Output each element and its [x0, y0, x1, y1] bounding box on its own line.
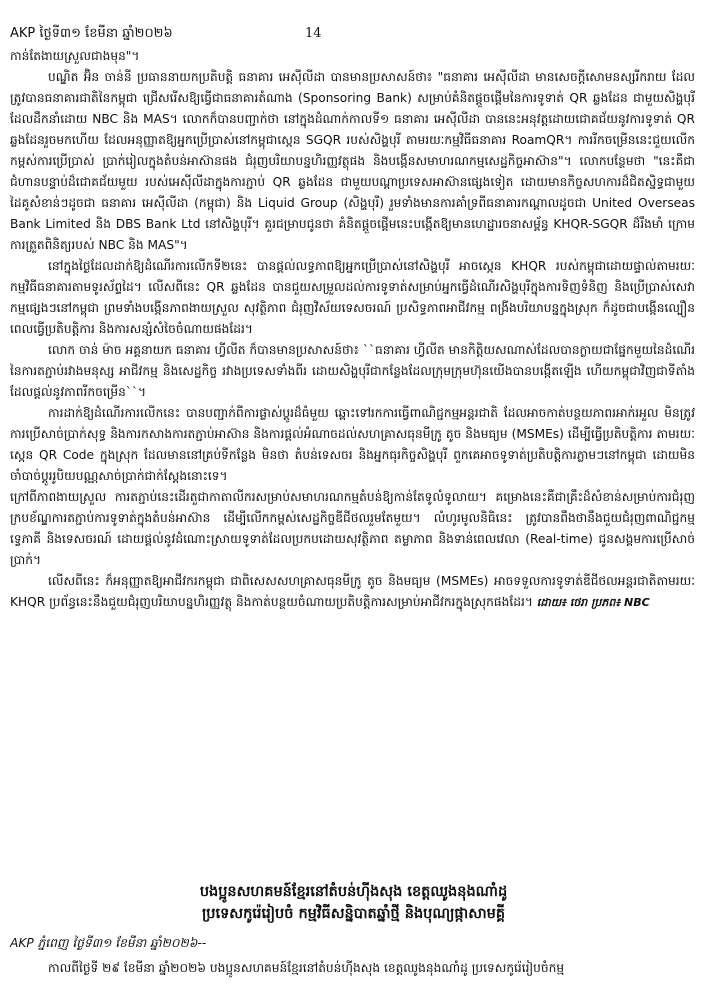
next-article-lead: កាលពីថ្ងៃទី ២៩ ខែមីនា ឆ្នាំ២០២៦ បងប្អូនសហគមន៍ខ្មែរនៅតំបន់ហ៊ីងសុង ខេត្តឈូងនុងណាំដូ ប្រទេសកូរ៉េរៀបចំកម្ម [48, 961, 565, 975]
page-number: 14 [305, 26, 322, 41]
article-paragraph: លោក ចាន់ ម៉ាច អគ្គនាយក ធនាគារ ហ្វីលីត ក៏បានមានប្រសាសន៍ថា៖ ``ធនាគារ ហ្វីលីត មានកិត្តិយសណាស់ដែលបានក្លាយជាផ្នែកមួយនៃដំណើរនៃការតភ្ជាប់រវាងមនុស្ស អាជីវកម្ម និងសេដ្ឋកិច្ច រវាងប្រទេសទាំងពីរ ដោយសិង្ហបុរីជាកន្លែងដែលក្រុមក្រុមហ៊ុនយើងបានបង្កើតឡើង ហើយកម្ពុជាវិញជាទីតាំងដែលផ្តល់នូវភាពរីកចម្រើន``។ [10, 343, 695, 399]
article-paragraph: កាន់តែងាយស្រួលជាងមុន"។ [10, 49, 140, 63]
article-paragraph: ការដាក់ឱ្យដំណើរការលើកនេះ បានបញ្ជាក់ពីការផ្លាស់ប្តូរដ៏ធំមួយ ឆ្ពោះទៅរកការធ្វើពាណិជ្ជកម្មអន្តរជាតិ ដែលអាចកាត់បន្ថយភាពរអាក់រអួល មិនត្រូវការប្រើសាច់ប្រាក់សុទ្ធ និងការកសាងការតភ្ជាប់អាស៊ាន និងការផ្តល់អំណាចដល់សហគ្រាសធុនមីក្រូ តូច និងមធ្យម (MSMEs) ដើម្បីធ្វើប្រតិបត្តិការ តាមរយៈស្កេន QR Code ក្នុងស្រុក ដែលមាននៅគ្រប់ទីកន្លែង មិនថា តំបន់ទេសចរ និងអ្នកធុរកិច្ចសិង្ហបុរី ពួកគេអាចទូទាត់ប្រតិបត្តិការភ្លាមៗនៅកម្ពុជា ដោយមិនចាំបាច់ប្តូររូបិយបណ្ណសាច់ប្រាក់ជាក់ស្តែងនោះទេ។ [10, 406, 695, 483]
article-paragraph: នៅក្នុងថ្ងៃដែលដាក់ឱ្យដំណើរការលើកទី២នេះ បានផ្តល់លទ្ធភាពឱ្យអ្នកប្រើប្រាស់នៅសិង្ហបុរី អាចស្កេន KHQR របស់កម្ពុជាដោយផ្ទាល់តាមរយៈកម្មវិធីធនាគារតាមទូរស័ព្ទដៃ។ លើសពីនេះ QR ឆ្លងដែន បានជួយសម្រួលដល់ការទូទាត់សម្រាប់អ្នកធ្វើដំណើរសិង្ហបុរីក្នុងការទិញទំនិញ និងប្រើប្រាស់សេវាកម្មផ្សេងៗនៅកម្ពុជា ព្រមទាំងបង្កើនភាពងាយស្រួល សុវត្ថិភាព ជំរុញវិស័យទេសចរណ៍ ប្រសិទ្ធភាពអាជីវកម្ម ពង្រីងបរិយាបន្នក្នុងស្រុក ក៏ដូចជាបង្កើនល្បឿនពេលធ្វើប្រតិបត្តិការ និងការសន្សំសំចៃចំណាយផងដែរ។ [10, 259, 695, 336]
headline-line-1: បងប្អូនសហគមន៍ខ្មែរនៅតំបន់ហ៊ីងសុង ខេត្តឈូងនុងណាំដូ [199, 884, 508, 900]
article-paragraph: ក្រៅពីភាពងាយស្រួល ការតភ្ជាប់នេះដើរតួជាកាតាលីករសម្រាប់សមាហរណកម្មតំបន់ឱ្យកាន់តែទូលំទូលាយ។ គម្រោងនេះគឺជាគ្រឹះដ៏សំខាន់សម្រាប់ការជំរុញក្របខ័ណ្ឌការតភ្ជាប់ការទូទាត់ក្នុងតំបន់អាស៊ាន ដើម្បីលើកកម្ពស់សេដ្ឋកិច្ចឌីជីថលរួមតែមួយ។ លំហូរមូលនិធិនេះ ត្រូវបានពឹងថានឹងជួយជំរុញពាណិជ្ជកម្មទ្វេភាគី និងទេសចរណ៍ ដោយផ្តល់នូវដំណោះស្រាយទូទាត់ដែលប្រកបដោយសុវត្ថិភាព តម្លាភាព និងទាន់ពេលវេលា (Real-time) ជូនសង្គមការប្រើសាច់ប្រាក់។ [10, 490, 695, 567]
article-paragraph-last [10, 571, 695, 613]
article-signature: ដោយ៖ ថេរា ប្រភព៖ NBC [536, 596, 650, 609]
headline-line-2: ប្រទេសកូរ៉េរៀបចំ កម្មវិធីសន្និបាតឆ្នាំថ្មី និងបុណ្យផ្កាសាមគ្គី [201, 906, 506, 922]
next-article-headline [0, 881, 707, 925]
article-paragraph: បណ្ឌិត អ៊ិន ចាន់នី ប្រធាននាយកប្រតិបត្តិ ធនាគារ អេស៊ីលីដា បានមានប្រសាសន៍ថា៖ "ធនាគារ អេស៊ីលីដា មានសេចក្តីសោមនស្សរីករាយ ដែលត្រូវបានធនាគារជាតិនៃកម្ពុជា ជ្រើសរើសឱ្យធ្វើជាធនាគារតំណាង (Sponsoring Bank) សម្រាប់គំនិតផ្តួចផ្តើមនៃការទូទាត់ QR ឆ្លងដែន ជាមួយសិង្ហបុរី ដែលដឹកនាំដោយ NBC និង MAS។ លោកក៏បានបញ្ជាក់ថា នៅក្នុងដំណាក់កាលទី១ ធនាគារ អេស៊ីលីដា បាននេះអនុវត្តដោយជោគជ័យនូវការទូទាត់ QR ឆ្លងដែនរួចមកហើយ ដែលអនុញ្ញាតឱ្យអ្នកប្រើប្រាស់នៅកម្ពុជាស្កេន SGQR របស់សិង្ហបុរី តាមរយៈកម្មវិធីធនាគារ RoamQR។ ការរីកចម្រើននេះជួយលើកកម្ពស់ការប្រើប្រាស់ ប្រាក់រៀលក្នុងតំបន់អាស៊ានផង ជំរុញបរិយាបន្នហិរញ្ញវត្ថុផង និងបង្កើនសមាហរណកម្មសេដ្ឋកិច្ចអាស៊ាន"។ លោកបន្ថែមថា "នេះគឺជាជំហានបន្ទាប់ដ៏ជោគជ័យមួយ របស់អេស៊ីលីដាក្នុងការភ្ជាប់ QR ឆ្លងដែន ជាមួយបណ្តាប្រទេសអាស៊ានផ្សេងទៀត ដោយមានកិច្ចសហការដ៏ជិតស្និទ្ធជាមួយដៃគូសំខាន់ៗដូចជា ធនាគារ អេស៊ីលីដា (កម្ពុជា) និង Liquid Group (សិង្ហបុរី) រួមទាំងមានការគាំទ្រពីធនាគារកណ្តាលដូចជា United Overseas Bank Limited និង DBS Bank Ltd នៅសិង្ហបុរី។ គួរជម្រាបជូនថា គំនិតផ្តួចផ្តើមនេះបង្កើតឱ្យមានហេដ្ឋារចនាសម្ព័ន្ធ KHQR-SGQR ដ៏រឹងមាំ ក្រោមការត្រួតពិនិត្យរបស់ NBC និង MAS"។ [10, 70, 695, 252]
article-paragraph-text: លើសពីនេះ ក៏អនុញ្ញាតឱ្យអាជីវករកម្ពុជា ជាពិសេសសហគ្រាសធុនមីក្រូ តូច និងមធ្យម (MSMEs) អាចទទួលការទូទាត់ឌីជីថលអន្តរជាតិតាមរយៈ KHQR ប្រព័ន្ធនេះនឹងជួយជំរុញបរិយាបន្នហិរញ្ញវត្ថុ និងកាត់បន្ថយចំណាយប្រតិបត្តិការសម្រាប់អាជីវករក្នុងស្រុកផងដែរ។ [10, 574, 695, 609]
article-body [10, 46, 695, 613]
page-header [10, 24, 695, 44]
next-article-dateline: AKP ភ្នំពេញ ថ្ងៃទី៣១ ខែមីនា ឆ្នាំ២០២៦-- [10, 936, 207, 950]
header-reference: AKP ថ្ងៃទី៣១ ខែមីនា ឆ្នាំ២០២៦ [10, 26, 173, 41]
